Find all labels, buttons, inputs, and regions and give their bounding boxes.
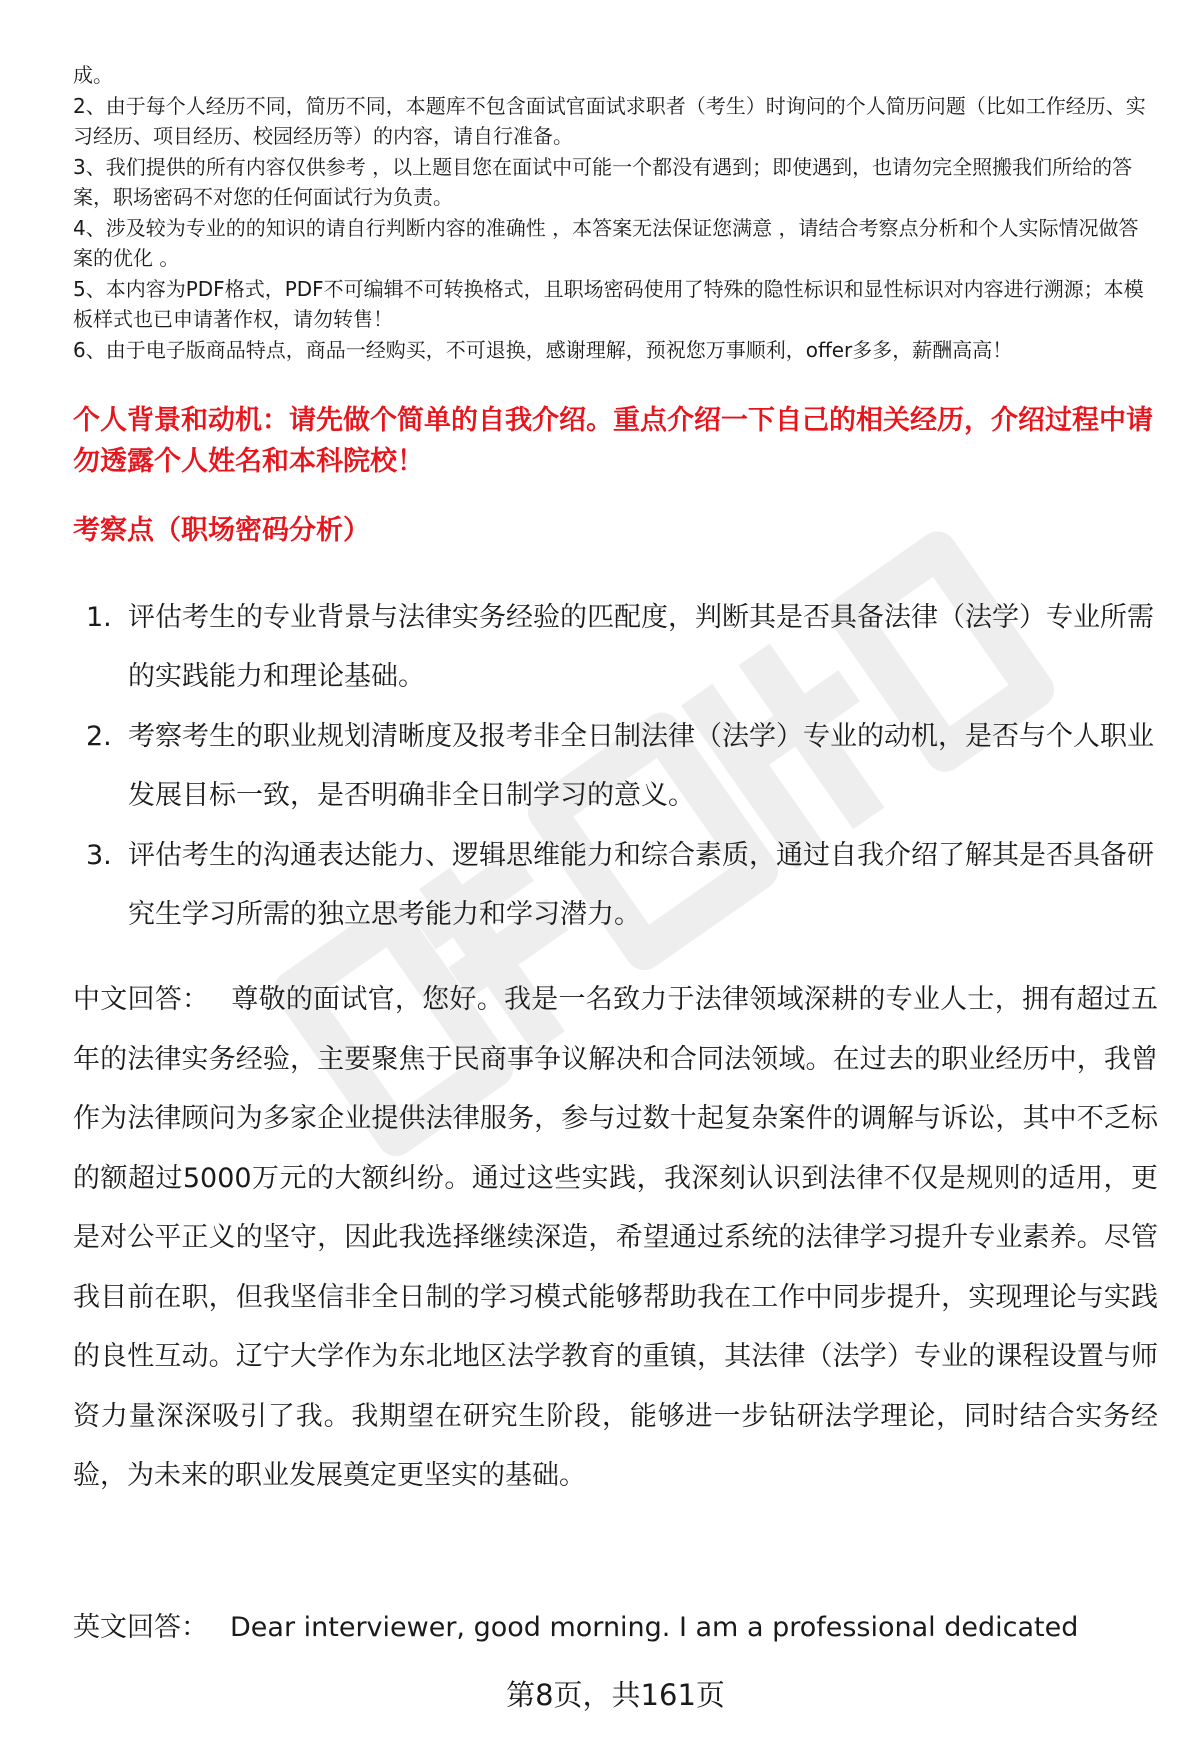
list-item	[73, 588, 1158, 706]
list-item-number: 1.	[86, 602, 112, 633]
notes-section	[73, 60, 1158, 365]
english-answer-text: Dear interviewer, good morning. I am a professional dedicated	[230, 1612, 1079, 1643]
question-heading: 个人背景和动机：请先做个简单的自我介绍。重点介绍一下自己的相关经历，介绍过程中请勿透露个人姓名和本科院校！	[73, 405, 1153, 477]
analysis-heading: 考察点（职场密码分析）	[73, 515, 370, 546]
document-page	[73, 0, 1158, 1755]
note-item: 2、由于每个人经历不同，简历不同，本题库不包含面试官面试求职者（考生）时询问的个人简历问题（比如工作经历、实习经历、项目经历、校园经历等）的内容，请自行准备。	[73, 93, 1146, 148]
english-answer-label: 英文回答：	[73, 1612, 208, 1643]
note-item: 5、本内容为PDF格式，PDF不可编辑不可转换格式，且职场密码使用了特殊的隐性标识和显性标识对内容进行溯源；本模板样式也已申请著作权，请勿转售！	[73, 276, 1144, 331]
note-item: 3、我们提供的所有内容仅供参考 ，以上题目您在面试中可能一个都没有遇到；即使遇到，也请勿完全照搬我们所给的答案，职场密码不对您的任何面试行为负责。	[73, 154, 1133, 209]
english-answer	[73, 1598, 1158, 1658]
list-item	[73, 826, 1158, 944]
chinese-answer	[73, 970, 1158, 1506]
chinese-answer-text: 尊敬的面试官，您好。我是一名致力于法律领域深耕的专业人士，拥有超过五年的法律实务经验，主要聚焦于民商事争议解决和合同法领域。在过去的职业经历中，我曾作为法律顾问为多家企业提供法律服务，参与过数十起复杂案件的调解与诉讼，其中不乏标的额超过5000万元的大额纠纷。通过这些实践，我深刻认识到法律不仅是规则的适用，更是对公平正义的坚守，因此我选择继续深造，希望通过系统的法律学习提升专业素养。尽管我目前在职，但我坚信非全日制的学习模式能够帮助我在工作中同步提升，实现理论与实践的良性互动。辽宁大学作为东北地区法学教育的重镇，其法律（法学）专业的课程设置与师资力量深深吸引了我。我期望在研究生阶段，能够进一步钻研法学理论，同时结合实务经验，为未来的职业发展奠定更坚实的基础。	[73, 984, 1159, 1491]
page-number-footer: 第8页，共161页	[506, 1678, 725, 1712]
list-item-text: 考察考生的职业规划清晰度及报考非全日制法律（法学）专业的动机，是否与个人职业发展目标一致，是否明确非全日制学习的意义。	[128, 721, 1154, 811]
chinese-answer-label: 中文回答：	[73, 984, 210, 1015]
analysis-points-list	[73, 588, 1158, 945]
list-item	[73, 707, 1158, 825]
list-item-number: 2.	[86, 721, 112, 752]
note-item: 4、涉及较为专业的的知识的请自行判断内容的准确性 ，本答案无法保证您满意 ，请结合考察点分析和个人实际情况做答案的优化 。	[73, 215, 1139, 270]
note-item: 6、由于电子版商品特点，商品一经购买，不可退换，感谢理解，预祝您万事顺利，offer多多，薪酬高高！	[73, 337, 1013, 362]
list-item-text: 评估考生的沟通表达能力、逻辑思维能力和综合素质，通过自我介绍了解其是否具备研究生学习所需的独立思考能力和学习潜力。	[128, 840, 1154, 930]
list-item-number: 3.	[86, 840, 112, 871]
list-item-text: 评估考生的专业背景与法律实务经验的匹配度，判断其是否具备法律（法学）专业所需的实践能力和理论基础。	[128, 602, 1154, 692]
note-item: 成。	[73, 63, 113, 87]
